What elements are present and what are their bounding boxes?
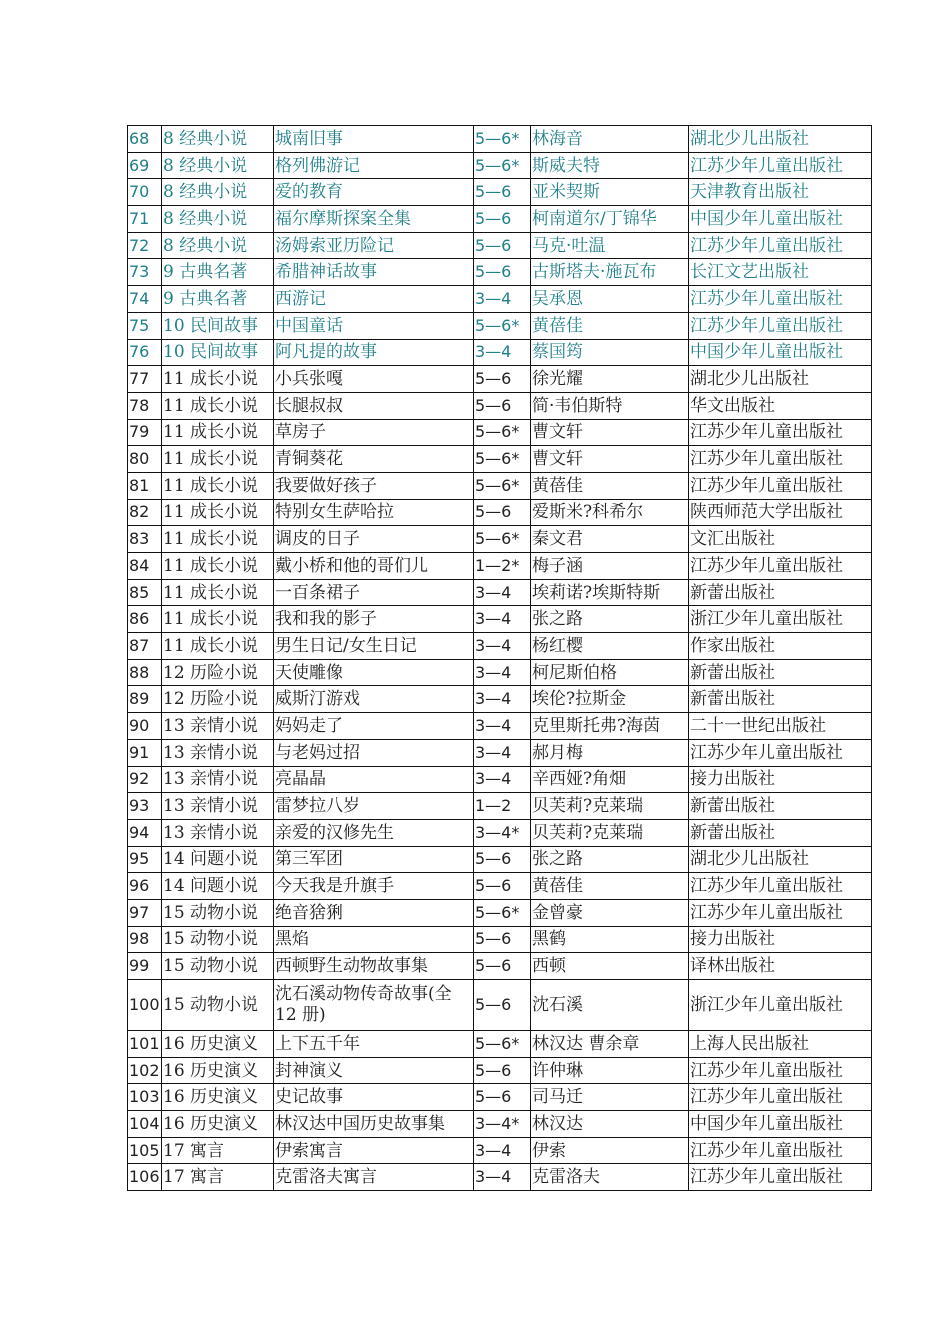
row-number-cell: 82	[128, 499, 162, 526]
grade-level-cell: 5—6	[474, 980, 531, 1031]
publisher-cell: 江苏少年儿童出版社	[689, 1057, 872, 1084]
publisher-cell: 江苏少年儿童出版社	[689, 152, 872, 179]
row-number-cell: 75	[128, 312, 162, 339]
author-cell: 司马迁	[531, 1084, 689, 1111]
publisher-cell: 江苏少年儿童出版社	[689, 232, 872, 259]
category-cell: 13 亲情小说	[162, 819, 274, 846]
table-row	[128, 739, 872, 766]
book-title-cell: 妈妈走了	[274, 713, 474, 740]
row-number-cell: 97	[128, 899, 162, 926]
book-title-cell: 封神演义	[274, 1057, 474, 1084]
publisher-cell: 江苏少年儿童出版社	[689, 739, 872, 766]
row-number-cell: 92	[128, 766, 162, 793]
author-cell: 林汉达 曹余章	[531, 1031, 689, 1058]
book-title-cell: 男生日记/女生日记	[274, 633, 474, 660]
category-cell: 11 成长小说	[162, 472, 274, 499]
grade-level-cell: 5—6*	[474, 312, 531, 339]
grade-level-cell: 3—4	[474, 579, 531, 606]
table-row	[128, 633, 872, 660]
grade-level-cell: 5—6*	[474, 1031, 531, 1058]
grade-level-cell: 5—6	[474, 926, 531, 953]
row-number-cell: 87	[128, 633, 162, 660]
table-row	[128, 446, 872, 473]
row-number-cell: 91	[128, 739, 162, 766]
book-title-cell: 我和我的影子	[274, 606, 474, 633]
grade-level-cell: 3—4	[474, 1137, 531, 1164]
book-title-cell: 长腿叔叔	[274, 392, 474, 419]
book-title-cell: 福尔摩斯探案全集	[274, 206, 474, 233]
grade-level-cell: 3—4*	[474, 819, 531, 846]
book-title-cell: 我要做好孩子	[274, 472, 474, 499]
book-title-cell: 西顿野生动物故事集	[274, 953, 474, 980]
book-title-cell: 伊索寓言	[274, 1137, 474, 1164]
table-row	[128, 179, 872, 206]
book-title-cell: 希腊神话故事	[274, 259, 474, 286]
grade-level-cell: 1—2*	[474, 553, 531, 580]
row-number-cell: 93	[128, 793, 162, 820]
publisher-cell: 江苏少年儿童出版社	[689, 1084, 872, 1111]
author-cell: 柯南道尔/丁锦华	[531, 206, 689, 233]
table-row	[128, 1084, 872, 1111]
publisher-cell: 中国少年儿童出版社	[689, 339, 872, 366]
publisher-cell: 天津教育出版社	[689, 179, 872, 206]
row-number-cell: 83	[128, 526, 162, 553]
grade-level-cell: 3—4	[474, 713, 531, 740]
table-row	[128, 926, 872, 953]
grade-level-cell: 5—6*	[474, 126, 531, 153]
table-row	[128, 526, 872, 553]
book-title-cell: 一百条裙子	[274, 579, 474, 606]
row-number-cell: 105	[128, 1137, 162, 1164]
category-cell: 15 动物小说	[162, 899, 274, 926]
row-number-cell: 96	[128, 873, 162, 900]
grade-level-cell: 5—6	[474, 366, 531, 393]
book-title-cell: 特别女生萨哈拉	[274, 499, 474, 526]
category-cell: 14 问题小说	[162, 873, 274, 900]
row-number-cell: 89	[128, 686, 162, 713]
author-cell: 黄蓓佳	[531, 312, 689, 339]
publisher-cell: 浙江少年儿童出版社	[689, 606, 872, 633]
publisher-cell: 长江文艺出版社	[689, 259, 872, 286]
book-title-cell: 亲爱的汉修先生	[274, 819, 474, 846]
book-title-cell: 爱的教育	[274, 179, 474, 206]
category-cell: 16 历史演义	[162, 1057, 274, 1084]
grade-level-cell: 3—4	[474, 633, 531, 660]
author-cell: 林汉达	[531, 1111, 689, 1138]
author-cell: 爱斯米?科希尔	[531, 499, 689, 526]
row-number-cell: 86	[128, 606, 162, 633]
book-title-cell: 西游记	[274, 286, 474, 313]
row-number-cell: 81	[128, 472, 162, 499]
book-title-cell: 格列佛游记	[274, 152, 474, 179]
publisher-cell: 江苏少年儿童出版社	[689, 1164, 872, 1191]
publisher-cell: 湖北少儿出版社	[689, 126, 872, 153]
category-cell: 9 古典名著	[162, 286, 274, 313]
table-row	[128, 846, 872, 873]
author-cell: 伊索	[531, 1137, 689, 1164]
table-row	[128, 419, 872, 446]
category-cell: 12 历险小说	[162, 686, 274, 713]
grade-level-cell: 5—6	[474, 206, 531, 233]
row-number-cell: 90	[128, 713, 162, 740]
category-cell: 13 亲情小说	[162, 793, 274, 820]
row-number-cell: 69	[128, 152, 162, 179]
category-cell: 8 经典小说	[162, 232, 274, 259]
author-cell: 蔡国筠	[531, 339, 689, 366]
book-title-cell: 戴小桥和他的哥们儿	[274, 553, 474, 580]
grade-level-cell: 1—2	[474, 793, 531, 820]
table-row	[128, 1111, 872, 1138]
book-title-cell: 绝音猞猁	[274, 899, 474, 926]
table-row	[128, 606, 872, 633]
table-row	[128, 553, 872, 580]
category-cell: 13 亲情小说	[162, 739, 274, 766]
grade-level-cell: 5—6	[474, 392, 531, 419]
category-cell: 16 历史演义	[162, 1031, 274, 1058]
author-cell: 埃莉诺?埃斯特斯	[531, 579, 689, 606]
book-title-cell: 沈石溪动物传奇故事(全12 册)	[274, 980, 474, 1031]
publisher-cell: 文汇出版社	[689, 526, 872, 553]
book-title-cell: 林汉达中国历史故事集	[274, 1111, 474, 1138]
row-number-cell: 79	[128, 419, 162, 446]
category-cell: 10 民间故事	[162, 339, 274, 366]
book-title-cell: 今天我是升旗手	[274, 873, 474, 900]
category-cell: 11 成长小说	[162, 419, 274, 446]
publisher-cell: 新蕾出版社	[689, 579, 872, 606]
author-cell: 西顿	[531, 953, 689, 980]
grade-level-cell: 3—4	[474, 686, 531, 713]
row-number-cell: 94	[128, 819, 162, 846]
author-cell: 沈石溪	[531, 980, 689, 1031]
publisher-cell: 湖北少儿出版社	[689, 366, 872, 393]
grade-level-cell: 3—4	[474, 739, 531, 766]
grade-level-cell: 5—6	[474, 232, 531, 259]
book-title-cell: 与老妈过招	[274, 739, 474, 766]
author-cell: 曹文轩	[531, 446, 689, 473]
author-cell: 克雷洛夫	[531, 1164, 689, 1191]
author-cell: 简·韦伯斯特	[531, 392, 689, 419]
publisher-cell: 新蕾出版社	[689, 819, 872, 846]
author-cell: 辛西娅?角畑	[531, 766, 689, 793]
row-number-cell: 100	[128, 980, 162, 1031]
category-cell: 11 成长小说	[162, 633, 274, 660]
book-title-cell: 雷梦拉八岁	[274, 793, 474, 820]
grade-level-cell: 5—6	[474, 1084, 531, 1111]
publisher-cell: 江苏少年儿童出版社	[689, 472, 872, 499]
category-cell: 8 经典小说	[162, 152, 274, 179]
grade-level-cell: 5—6*	[474, 472, 531, 499]
category-cell: 11 成长小说	[162, 553, 274, 580]
author-cell: 郝月梅	[531, 739, 689, 766]
table-row	[128, 1057, 872, 1084]
table-row	[128, 339, 872, 366]
category-cell: 8 经典小说	[162, 206, 274, 233]
row-number-cell: 88	[128, 659, 162, 686]
grade-level-cell: 3—4*	[474, 1111, 531, 1138]
category-cell: 15 动物小说	[162, 953, 274, 980]
category-cell: 11 成长小说	[162, 606, 274, 633]
publisher-cell: 华文出版社	[689, 392, 872, 419]
publisher-cell: 江苏少年儿童出版社	[689, 553, 872, 580]
publisher-cell: 江苏少年儿童出版社	[689, 873, 872, 900]
category-cell: 15 动物小说	[162, 926, 274, 953]
book-title-cell: 黑焰	[274, 926, 474, 953]
row-number-cell: 103	[128, 1084, 162, 1111]
book-title-cell: 城南旧事	[274, 126, 474, 153]
table-row	[128, 472, 872, 499]
author-cell: 林海音	[531, 126, 689, 153]
book-title-cell: 青铜葵花	[274, 446, 474, 473]
author-cell: 埃伦?拉斯金	[531, 686, 689, 713]
grade-level-cell: 5—6*	[474, 152, 531, 179]
category-cell: 17 寓言	[162, 1164, 274, 1191]
author-cell: 徐光耀	[531, 366, 689, 393]
row-number-cell: 78	[128, 392, 162, 419]
publisher-cell: 译林出版社	[689, 953, 872, 980]
author-cell: 黑鹤	[531, 926, 689, 953]
author-cell: 古斯塔夫·施瓦布	[531, 259, 689, 286]
row-number-cell: 95	[128, 846, 162, 873]
table-row	[128, 152, 872, 179]
row-number-cell: 84	[128, 553, 162, 580]
grade-level-cell: 5—6	[474, 953, 531, 980]
category-cell: 17 寓言	[162, 1137, 274, 1164]
book-list-body	[128, 126, 872, 1191]
grade-level-cell: 5—6	[474, 259, 531, 286]
table-row	[128, 206, 872, 233]
author-cell: 吴承恩	[531, 286, 689, 313]
author-cell: 亚米契斯	[531, 179, 689, 206]
author-cell: 张之路	[531, 846, 689, 873]
book-title-cell: 汤姆索亚历险记	[274, 232, 474, 259]
table-row	[128, 766, 872, 793]
row-number-cell: 71	[128, 206, 162, 233]
publisher-cell: 作家出版社	[689, 633, 872, 660]
publisher-cell: 江苏少年儿童出版社	[689, 446, 872, 473]
category-cell: 8 经典小说	[162, 179, 274, 206]
publisher-cell: 新蕾出版社	[689, 686, 872, 713]
table-row	[128, 899, 872, 926]
table-row	[128, 713, 872, 740]
row-number-cell: 101	[128, 1031, 162, 1058]
book-title-cell: 小兵张嘎	[274, 366, 474, 393]
category-cell: 11 成长小说	[162, 392, 274, 419]
table-row	[128, 126, 872, 153]
category-cell: 13 亲情小说	[162, 766, 274, 793]
row-number-cell: 102	[128, 1057, 162, 1084]
table-row	[128, 286, 872, 313]
row-number-cell: 68	[128, 126, 162, 153]
book-title-cell: 克雷洛夫寓言	[274, 1164, 474, 1191]
book-title-cell: 天使雕像	[274, 659, 474, 686]
publisher-cell: 陕西师范大学出版社	[689, 499, 872, 526]
table-row	[128, 659, 872, 686]
grade-level-cell: 5—6*	[474, 419, 531, 446]
category-cell: 10 民间故事	[162, 312, 274, 339]
author-cell: 克里斯托弗?海茵	[531, 713, 689, 740]
grade-level-cell: 3—4	[474, 339, 531, 366]
category-cell: 11 成长小说	[162, 366, 274, 393]
publisher-cell: 新蕾出版社	[689, 793, 872, 820]
author-cell: 曹文轩	[531, 419, 689, 446]
author-cell: 张之路	[531, 606, 689, 633]
table-row	[128, 579, 872, 606]
table-row	[128, 259, 872, 286]
table-row	[128, 312, 872, 339]
table-row	[128, 392, 872, 419]
publisher-cell: 上海人民出版社	[689, 1031, 872, 1058]
book-title-cell: 亮晶晶	[274, 766, 474, 793]
book-title-cell: 第三军团	[274, 846, 474, 873]
author-cell: 马克·吐温	[531, 232, 689, 259]
grade-level-cell: 5—6	[474, 1057, 531, 1084]
publisher-cell: 江苏少年儿童出版社	[689, 419, 872, 446]
table-row	[128, 1031, 872, 1058]
author-cell: 黄蓓佳	[531, 873, 689, 900]
category-cell: 11 成长小说	[162, 526, 274, 553]
author-cell: 金曾豪	[531, 899, 689, 926]
grade-level-cell: 5—6	[474, 179, 531, 206]
row-number-cell: 76	[128, 339, 162, 366]
table-row	[128, 873, 872, 900]
table-row	[128, 366, 872, 393]
grade-level-cell: 5—6*	[474, 446, 531, 473]
grade-level-cell: 3—4	[474, 1164, 531, 1191]
book-title-cell: 阿凡提的故事	[274, 339, 474, 366]
author-cell: 柯尼斯伯格	[531, 659, 689, 686]
grade-level-cell: 5—6*	[474, 526, 531, 553]
category-cell: 16 历史演义	[162, 1111, 274, 1138]
publisher-cell: 中国少年儿童出版社	[689, 206, 872, 233]
table-row	[128, 499, 872, 526]
grade-level-cell: 5—6	[474, 873, 531, 900]
author-cell: 黄蓓佳	[531, 472, 689, 499]
author-cell: 贝芙莉?克莱瑞	[531, 819, 689, 846]
publisher-cell: 接力出版社	[689, 766, 872, 793]
table-row	[128, 686, 872, 713]
category-cell: 12 历险小说	[162, 659, 274, 686]
table-row	[128, 793, 872, 820]
category-cell: 11 成长小说	[162, 446, 274, 473]
publisher-cell: 湖北少儿出版社	[689, 846, 872, 873]
book-title-cell: 威斯汀游戏	[274, 686, 474, 713]
book-title-cell: 史记故事	[274, 1084, 474, 1111]
grade-level-cell: 3—4	[474, 606, 531, 633]
grade-level-cell: 5—6	[474, 499, 531, 526]
grade-level-cell: 3—4	[474, 659, 531, 686]
row-number-cell: 74	[128, 286, 162, 313]
category-cell: 11 成长小说	[162, 499, 274, 526]
category-cell: 9 古典名著	[162, 259, 274, 286]
grade-level-cell: 5—6	[474, 846, 531, 873]
author-cell: 许仲琳	[531, 1057, 689, 1084]
table-row	[128, 1164, 872, 1191]
row-number-cell: 106	[128, 1164, 162, 1191]
row-number-cell: 73	[128, 259, 162, 286]
table-row	[128, 953, 872, 980]
book-title-cell: 草房子	[274, 419, 474, 446]
row-number-cell: 99	[128, 953, 162, 980]
row-number-cell: 72	[128, 232, 162, 259]
book-title-cell: 中国童话	[274, 312, 474, 339]
publisher-cell: 二十一世纪出版社	[689, 713, 872, 740]
table-row	[128, 819, 872, 846]
author-cell: 秦文君	[531, 526, 689, 553]
author-cell: 杨红樱	[531, 633, 689, 660]
table-row	[128, 1137, 872, 1164]
publisher-cell: 浙江少年儿童出版社	[689, 980, 872, 1031]
author-cell: 梅子涵	[531, 553, 689, 580]
author-cell: 贝芙莉?克莱瑞	[531, 793, 689, 820]
category-cell: 13 亲情小说	[162, 713, 274, 740]
publisher-cell: 接力出版社	[689, 926, 872, 953]
publisher-cell: 江苏少年儿童出版社	[689, 286, 872, 313]
category-cell: 15 动物小说	[162, 980, 274, 1031]
publisher-cell: 江苏少年儿童出版社	[689, 1137, 872, 1164]
row-number-cell: 70	[128, 179, 162, 206]
category-cell: 16 历史演义	[162, 1084, 274, 1111]
category-cell: 11 成长小说	[162, 579, 274, 606]
book-title-cell: 调皮的日子	[274, 526, 474, 553]
row-number-cell: 98	[128, 926, 162, 953]
author-cell: 斯威夫特	[531, 152, 689, 179]
row-number-cell: 85	[128, 579, 162, 606]
book-title-cell: 上下五千年	[274, 1031, 474, 1058]
row-number-cell: 104	[128, 1111, 162, 1138]
category-cell: 8 经典小说	[162, 126, 274, 153]
row-number-cell: 80	[128, 446, 162, 473]
grade-level-cell: 5—6*	[474, 899, 531, 926]
publisher-cell: 江苏少年儿童出版社	[689, 312, 872, 339]
category-cell: 14 问题小说	[162, 846, 274, 873]
table-row	[128, 232, 872, 259]
publisher-cell: 江苏少年儿童出版社	[689, 899, 872, 926]
row-number-cell: 77	[128, 366, 162, 393]
grade-level-cell: 3—4	[474, 286, 531, 313]
publisher-cell: 新蕾出版社	[689, 659, 872, 686]
table-row	[128, 980, 872, 1031]
grade-level-cell: 3—4	[474, 766, 531, 793]
publisher-cell: 中国少年儿童出版社	[689, 1111, 872, 1138]
book-list-table	[127, 125, 872, 1191]
